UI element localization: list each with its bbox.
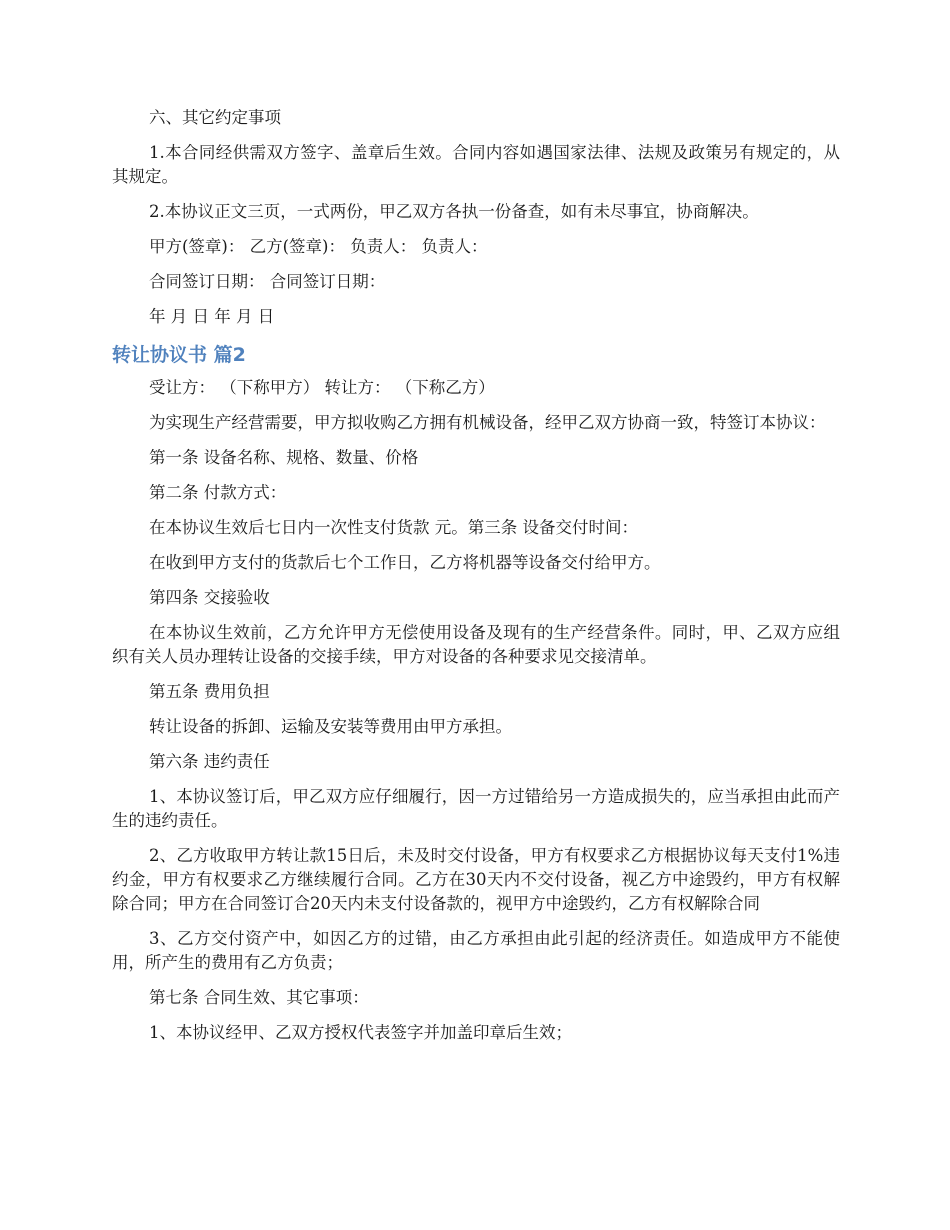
article-5-title: 第五条 费用负担 [149,682,270,701]
article-4-title: 第四条 交接验收 [149,588,270,607]
article-4-body: 在本协议生效前，乙方允许甲方无偿使用设备及现有的生产经营条件。同时，甲、乙双方应组织有关人员办理转让设备的交接手续，甲方对设备的各种要求见交接清单。 [112,623,840,666]
article-6-clause-2: 2、乙方收取甲方转让款15日后，未及时交付设备，甲方有权要求乙方根据协议每天支付1%违约金，甲方有权要求乙方继续履行合同。乙方在30天内不交付设备，视乙方中途毁约，甲方有权解除合同；甲方在合同签订合20天内未支付设备款的，视甲方中途毁约，乙方有权解除合同 [112,846,840,913]
article-7-title: 第七条 合同生效、其它事项： [149,988,369,1007]
article-7-clause-1: 1、本协议经甲、乙双方授权代表签字并加盖印章后生效； [149,1023,572,1042]
signing-date-line: 合同签订日期： 合同签订日期： [149,272,386,291]
signature-line: 甲方(签章)： 乙方(签章)： 负责人： 负责人： [149,237,488,256]
article-2-title: 第二条 付款方式： [149,483,287,502]
article-2-body: 在本协议生效后七日内一次性支付货款 元。第三条 设备交付时间： [149,518,638,537]
article-6-clause-1: 1、本协议签订后，甲乙双方应仔细履行，因一方过错给另一方造成损失的，应当承担由此而产生的违约责任。 [112,787,840,830]
article-6-clause-3: 3、乙方交付资产中，如因乙方的过错，由乙方承担由此引起的经济责任。如造成甲方不能使用，所产生的费用有乙方负责； [112,929,840,972]
article-1-title: 第一条 设备名称、规格、数量、价格 [149,448,419,467]
section-title-other-matters: 六、其它约定事项 [149,108,281,127]
document-page [112,106,840,1056]
clause-effective-conditions: 1.本合同经供需双方签字、盖章后生效。合同内容如遇国家法律、法规及政策另有规定的，从其规定。 [112,143,840,186]
preamble: 为实现生产经营需要，甲方拟收购乙方拥有机械设备，经甲乙双方协商一致，特签订本协议： [149,413,826,432]
section-heading: 转让协议书 篇2 [112,344,246,366]
article-5-body: 转让设备的拆卸、运输及安装等费用由甲方承担。 [149,717,512,736]
parties-line: 受让方： （下称甲方） 转让方： （下称乙方） [149,378,495,397]
date-placeholder-line: 年 月 日 年 月 日 [149,307,275,326]
article-3-body: 在收到甲方支付的货款后七个工作日，乙方将机器等设备交付给甲方。 [149,553,661,572]
clause-copies: 2.本协议正文三页，一式两份，甲乙双方各执一份备查，如有未尽事宜，协商解决。 [149,202,759,221]
article-6-title: 第六条 违约责任 [149,752,270,771]
